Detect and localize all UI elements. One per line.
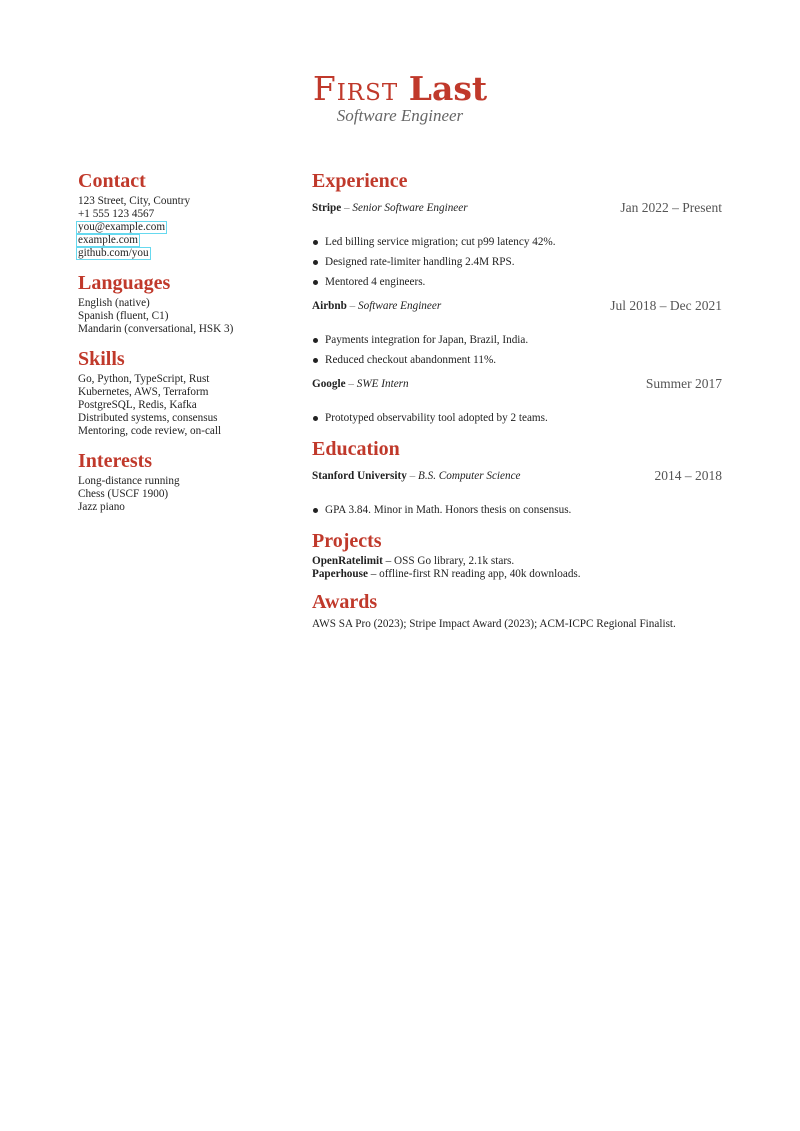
date-range: Jul 2018 – Dec 2021 bbox=[610, 298, 722, 313]
bullet-list bbox=[312, 232, 722, 292]
awards-text: AWS SA Pro (2023); Stripe Impact Award (2023); ACM-ICPC Regional Finalist. bbox=[312, 618, 676, 630]
bullet-item: Mentored 4 engineers. bbox=[312, 272, 722, 292]
project-name: Paperhouse bbox=[312, 568, 368, 580]
interests-heading: Interests bbox=[78, 450, 153, 472]
experience-entry-google: Google – SWE Intern Summer 2017 Prototyped observability tool adopted by 2 teams. bbox=[312, 374, 722, 428]
languages-section bbox=[78, 270, 278, 336]
skill-item: Distributed systems, consensus bbox=[78, 412, 218, 424]
bullet-list bbox=[312, 408, 722, 428]
project-name: OpenRatelimit bbox=[312, 555, 383, 567]
address: 123 Street, City, Country bbox=[78, 195, 191, 207]
experience-entry-stripe: Stripe – Senior Software Engineer Jan 2022 – Present Led billing service migration; cut p99 latency 42%. Designed rate-limiter handling 2.4M RPS. Mentored 4 engineers. bbox=[312, 198, 722, 292]
date-range: Summer 2017 bbox=[645, 376, 722, 391]
job-title: Software Engineer bbox=[336, 106, 464, 125]
skill-item: Kubernetes, AWS, Terraform bbox=[78, 386, 209, 398]
bullet-item: GPA 3.84. Minor in Math. Honors thesis on consensus. bbox=[312, 500, 722, 520]
bullet-item: Led billing service migration; cut p99 latency 42%. bbox=[312, 232, 722, 252]
school: Stanford University bbox=[312, 470, 407, 482]
bullet-item: Payments integration for Japan, Brazil, India. bbox=[312, 330, 722, 350]
awards-section bbox=[312, 589, 722, 631]
contact-heading: Contact bbox=[78, 170, 146, 192]
employer: Google bbox=[312, 378, 346, 390]
projects-section bbox=[312, 528, 722, 581]
interests-section bbox=[78, 448, 278, 514]
interest-item: Jazz piano bbox=[78, 501, 125, 513]
language-item: Mandarin (conversational, HSK 3) bbox=[78, 323, 234, 335]
bullet-item: Designed rate-limiter handling 2.4M RPS. bbox=[312, 252, 722, 272]
full-name bbox=[0, 70, 800, 108]
role: Software Engineer bbox=[358, 300, 442, 312]
resume-header bbox=[0, 70, 800, 126]
bullet-item: Prototyped observability tool adopted by 2 teams. bbox=[312, 408, 722, 428]
interest-item: Chess (USCF 1900) bbox=[78, 488, 169, 500]
date-range: 2014 – 2018 bbox=[654, 468, 722, 483]
awards-heading: Awards bbox=[312, 591, 378, 613]
project-item bbox=[312, 555, 722, 568]
experience-entry-airbnb: Airbnb – Software Engineer Jul 2018 – Dec 2021 Payments integration for Japan, Brazil, India. Reduced checkout abandonment 11%. bbox=[312, 296, 722, 370]
experience-section bbox=[312, 168, 722, 428]
employer: Airbnb bbox=[312, 300, 347, 312]
education-heading: Education bbox=[312, 438, 400, 460]
skills-heading: Skills bbox=[78, 348, 125, 370]
bullet-list bbox=[312, 330, 722, 370]
project-item bbox=[312, 568, 722, 581]
experience-heading: Experience bbox=[312, 170, 408, 192]
sidebar bbox=[78, 168, 278, 524]
skill-item: PostgreSQL, Redis, Kafka bbox=[78, 399, 197, 411]
skill-item: Go, Python, TypeScript, Rust bbox=[78, 373, 210, 385]
contact-section bbox=[78, 168, 278, 260]
bullet-item: Reduced checkout abandonment 11%. bbox=[312, 350, 722, 370]
email-link[interactable]: you@example.com bbox=[78, 221, 166, 233]
education-entry: Stanford University – B.S. Computer Science 2014 – 2018 GPA 3.84. Minor in Math. Honors thesis on consensus. bbox=[312, 466, 722, 520]
employer: Stripe bbox=[312, 202, 342, 214]
skills-section bbox=[78, 346, 278, 438]
language-item: Spanish (fluent, C1) bbox=[78, 310, 169, 322]
phone: +1 555 123 4567 bbox=[78, 208, 155, 220]
skill-item: Mentoring, code review, on-call bbox=[78, 425, 222, 437]
bullet-list bbox=[312, 500, 722, 520]
first-name: First bbox=[312, 69, 399, 108]
role: Senior Software Engineer bbox=[352, 202, 468, 214]
project-desc: – offline-first RN reading app, 40k downloads. bbox=[367, 568, 581, 580]
website-link[interactable]: example.com bbox=[78, 234, 138, 246]
main-content bbox=[312, 168, 722, 639]
language-item: English (native) bbox=[78, 297, 150, 309]
last-name: Last bbox=[408, 69, 488, 108]
degree: B.S. Computer Science bbox=[417, 470, 521, 482]
education-section bbox=[312, 436, 722, 520]
interest-item: Long-distance running bbox=[78, 475, 180, 487]
project-desc: – OSS Go library, 2.1k stars. bbox=[382, 555, 515, 567]
projects-heading: Projects bbox=[312, 530, 382, 552]
github-link[interactable]: github.com/you bbox=[78, 247, 149, 259]
date-range: Jan 2022 – Present bbox=[620, 200, 722, 215]
role: SWE Intern bbox=[356, 378, 409, 390]
languages-heading: Languages bbox=[78, 272, 171, 294]
